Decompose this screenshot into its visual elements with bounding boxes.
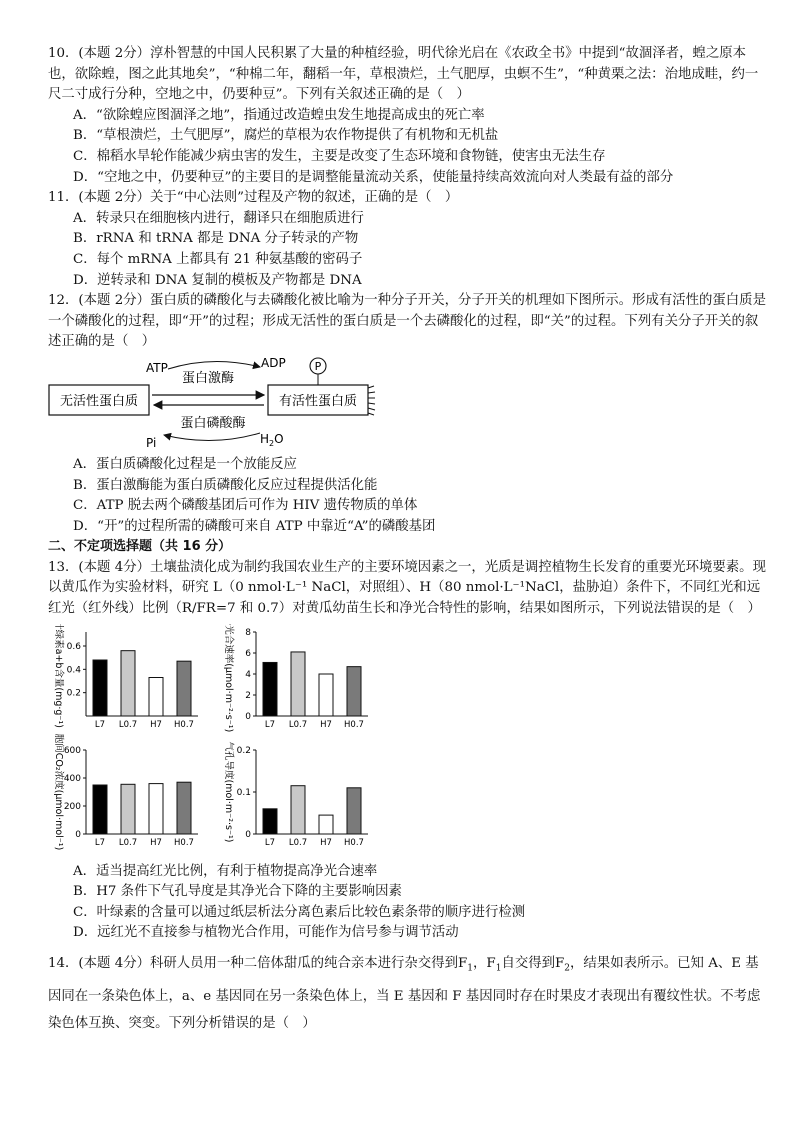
q10-option-b: B．“草根溃烂，土气肥厚”，腐烂的草根为农作物提供了有机物和无机盐: [73, 128, 499, 144]
chart-2: [223, 624, 368, 732]
q13-charts-svg: [48, 624, 388, 860]
chart-3: [53, 733, 198, 850]
active-protein-label: 有活性蛋白质: [278, 393, 358, 409]
q14-stem: 14．(本题 4分）科研人员用一种二倍体甜瓜的纯合亲本进行杂交得到$F_1$，$F_1$自交得到$F_2$，结果如表所示。已知 A、E 基因同在一条染色体上，a、e 基因同在另一条染色体上，当 E 基因和 F 基因同时存在时果皮才表现出有覆纹性状。不考虑染色体互换、突变。下列分析错误的是（ ）: [48, 956, 761, 1031]
chart-4-category-1: L0.7: [288, 837, 308, 848]
chart-4-ticklabel-1: 0.1: [236, 787, 251, 798]
chart-1-ticklabel-2: 0.6: [66, 641, 81, 652]
pi-label: Pi: [146, 435, 157, 450]
chart-1-ylabel: 叶绿素a+b含量(mg·g⁻¹): [53, 623, 64, 728]
chart-3-ticklabel-0: 0: [75, 829, 81, 840]
q11-option-b: B．rRNA 和 tRNA 都是 DNA 分子转录的产物: [73, 231, 359, 247]
chart-3-ticklabel-2: 400: [63, 773, 81, 784]
q11-option-d: D．逆转录和 DNA 复制的模板及产物都是 DNA: [73, 272, 362, 288]
page: [48, 44, 768, 1037]
chart-3-bar-L0.7: [121, 784, 135, 834]
chart-4-bar-H0.7: [347, 787, 361, 833]
q13-charts: [48, 624, 768, 860]
chart-4-category-0: L7: [264, 837, 276, 848]
chart-3-ylabel: 胞间CO₂浓度(μmol·mol⁻¹): [53, 733, 64, 850]
q12-option-b: B．蛋白激酶能为蛋白质磷酸化反应过程提供活化能: [73, 477, 378, 493]
chart-1-bar-H0.7: [177, 661, 191, 716]
chart-1-bar-L0.7: [121, 650, 135, 715]
chart-2-category-3: H0.7: [344, 719, 364, 730]
chart-1-category-0: L7: [94, 719, 106, 730]
chart-2-bar-H7: [319, 674, 333, 716]
atp-label: ATP: [146, 360, 168, 375]
q12-option-a: A．蛋白质磷酸化过程是一个放能反应: [73, 456, 297, 472]
chart-3-ticklabel-1: 200: [63, 801, 81, 812]
chart-4: [223, 741, 368, 848]
chart-1-bar-L7: [93, 660, 107, 716]
chart-2-bar-H0.7: [347, 666, 361, 715]
q12-option-d: D．“开”的过程所需的磷酸可来自 ATP 中靠近“A”的磷酸基团: [73, 518, 436, 534]
q13-stem: 13．(本题 4分）土壤盐渍化成为制约我国农业生产的主要环境因素之一，光质是调控植物生长发育的重要光环境要素。现以黄瓜作为实验材料，研究 L（0 nmol·L⁻¹ NaCl，对照组）、H（80 nmol·L⁻¹NaCl，盐胁迫）条件下，不同红光和远红光（红外线）比例（R/FR=7 和 0.7）对黄瓜幼苗生长和净光合特性的影响，结果如图所示，下列说法错误的是（ ）: [48, 559, 766, 617]
q13-option-b: B．H7 条件下气孔导度是其净光合下降的主要影响因素: [73, 884, 402, 900]
phosphorylation-diagram: [48, 357, 768, 453]
q11-option-a: A．转录只在细胞核内进行，翻译只在细胞质进行: [73, 210, 364, 226]
q13-option-a: A．适当提高红光比例，有利于植物提高净光合速率: [73, 863, 378, 879]
q13-option-d: D．远红光不直接参与植物光合作用，可能作为信号参与调节活动: [73, 925, 459, 941]
chart-4-ticklabel-0: 0: [245, 829, 251, 840]
chart-2-ticklabel-0: 0: [245, 711, 251, 722]
chart-1-category-2: H7: [150, 719, 162, 730]
chart-4-bar-L7: [263, 808, 277, 833]
molecular-switch-svg: [48, 357, 408, 453]
chart-2-ticklabel-4: 8: [245, 627, 251, 638]
q11-option-c: C．每个 mRNA 上都具有 21 种氨基酸的密码子: [73, 251, 363, 267]
chart-2-category-0: L7: [264, 719, 276, 730]
q12-stem: 12．(本题 2分）蛋白质的磷酸化与去磷酸化被比喻为一种分子开关，分子开关的机理如下图所示。形成有活性的蛋白质是一个磷酸化的过程，即“开”的过程；形成无活性的蛋白质是一个去磷酸化的过程，即“关”的过程。下列有关分子开关的叙述正确的是（ ）: [48, 293, 766, 350]
q10-option-c: C．棉稻水旱轮作能减少病虫害的发生，主要是改变了生态环境和食物链，使害虫无法生存: [73, 148, 606, 164]
chart-1-category-1: L0.7: [118, 719, 138, 730]
q13-option-c: C．叶绿素的含量可以通过纸层析法分离色素后比较色素条带的顺序进行检测: [73, 904, 526, 920]
chart-2-ticklabel-2: 4: [245, 669, 251, 680]
chart-2-ylabel: 净光合速率(μmol·m⁻²·s⁻¹): [223, 623, 234, 732]
chart-1-bar-H7: [149, 677, 163, 716]
chart-4-bar-H7: [319, 815, 333, 834]
chart-1: [53, 624, 198, 730]
chart-3-ticklabel-3: 600: [63, 745, 81, 756]
phosphatase-curve: [164, 433, 260, 441]
q10-option-d: D．“空地之中，仍要种豆”的主要目的是调整能量流动关系，使能量持续高效流向对人类最有益的部分: [73, 169, 674, 185]
chart-2-bar-L0.7: [291, 652, 305, 716]
chart-1-ticklabel-0: 0.2: [66, 688, 81, 699]
q10-stem: 10．(本题 2分）淳朴智慧的中国人民积累了大量的种植经验，明代徐光启在《农政全书》中提到“故涸泽者，蝗之原本也，欲除蝗，图之此其地矣”，“种棉二年，翻稻一年，草根溃烂，土气肥厚，虫螟不生”，“种黄栗之法：治地成畦，约一尺二寸成行分种，空地之中，仍要种豆”。下列有关叙述正确的是（ ）: [48, 46, 759, 103]
section-heading: 二、不定项选择题（共 16 分）: [48, 539, 232, 555]
q10-option-a: A．“欲除蝗应图涸泽之地”，指通过改造蝗虫发生地提高成虫的死亡率: [73, 107, 485, 123]
chart-2-category-1: L0.7: [288, 719, 308, 730]
chart-3-bar-H0.7: [177, 782, 191, 834]
chart-4-category-3: H0.7: [344, 837, 364, 848]
chart-4-bar-L0.7: [291, 785, 305, 833]
phosphate-p-label: P: [314, 359, 322, 373]
chart-2-ticklabel-1: 2: [245, 690, 251, 701]
q12-option-c: C．ATP 脱去两个磷酸基团后可作为 HIV 遗传物质的单体: [73, 498, 418, 514]
kinase-label: 蛋白激酶: [181, 370, 235, 386]
chart-4-ylabel: 气孔导度(mol·m⁻²·s⁻¹): [223, 741, 234, 843]
chart-2-category-2: H7: [320, 719, 332, 730]
chart-4-category-2: H7: [320, 837, 332, 848]
chart-3-category-0: L7: [94, 837, 106, 848]
chart-1-ticklabel-1: 0.4: [66, 664, 81, 675]
chart-3-bar-L7: [93, 785, 107, 834]
chart-1-category-3: H0.7: [174, 719, 194, 730]
inactive-protein-label: 无活性蛋白质: [59, 393, 139, 409]
q11-stem: 11．(本题 2分）关于“中心法则”过程及产物的叙述，正确的是（ ）: [48, 190, 459, 206]
adp-label: ADP: [261, 356, 286, 370]
kinase-curve: [168, 361, 260, 369]
chart-4-ticklabel-2: 0.2: [236, 745, 251, 756]
chart-3-category-1: L0.7: [118, 837, 138, 848]
chart-3-category-3: H0.7: [174, 837, 194, 848]
h2o-label: $H_2O$: [260, 431, 284, 448]
chart-2-ticklabel-3: 6: [245, 648, 251, 659]
chart-3-bar-H7: [149, 783, 163, 833]
chart-3-category-2: H7: [150, 837, 162, 848]
chart-2-bar-L7: [263, 662, 277, 716]
receptor-lines: [368, 386, 375, 415]
phosphatase-label: 蛋白磷酸酶: [180, 415, 246, 431]
